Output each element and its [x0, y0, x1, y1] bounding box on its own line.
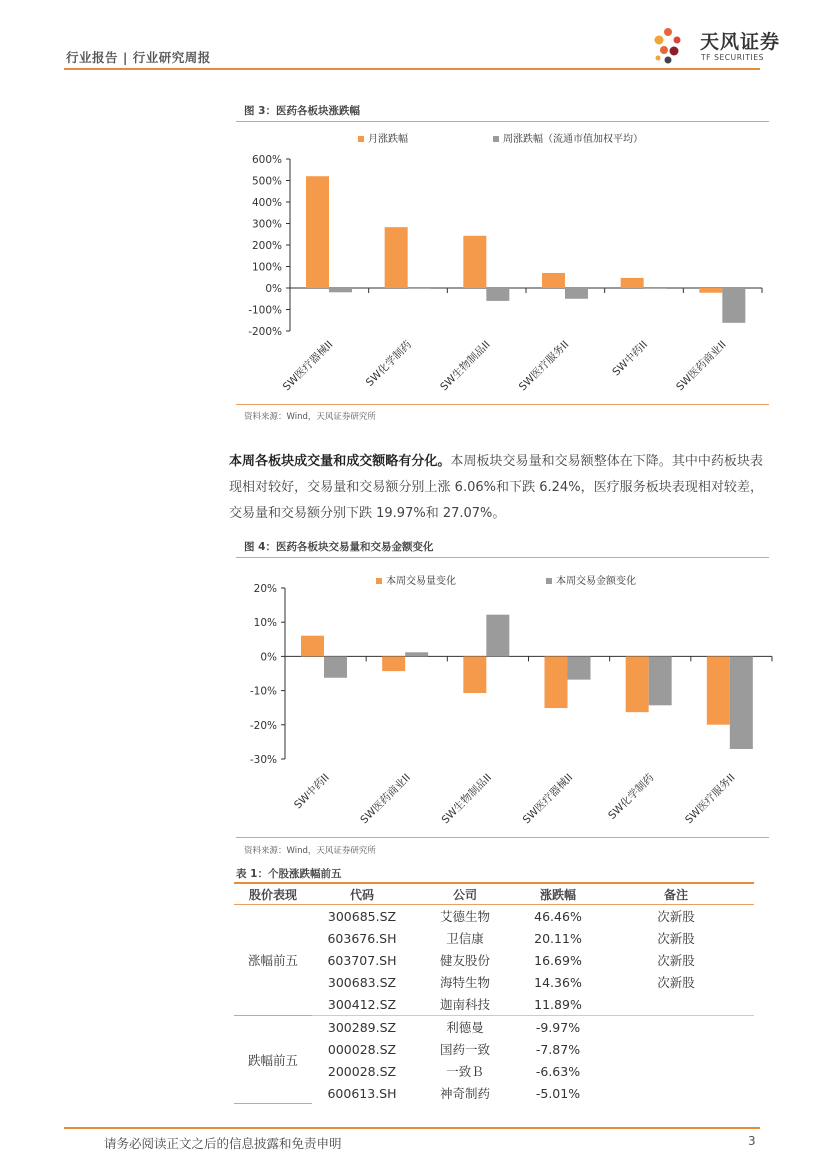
legend-swatch [376, 578, 382, 584]
change-value: 11.89% [534, 996, 582, 1012]
note: 次新股 [657, 931, 695, 946]
y-tick-label: 200% [251, 240, 282, 252]
figure3-top-rule [236, 121, 769, 122]
body-paragraph [229, 449, 763, 527]
figure4-top-rule [236, 557, 769, 558]
bar-primary [463, 656, 486, 693]
bar-secondary [565, 288, 588, 299]
y-tick-label: 300% [251, 218, 282, 231]
x-category-label: SW医疗器械II [520, 771, 576, 827]
table-header-row [234, 884, 754, 905]
y-tick-label: 400% [251, 197, 282, 209]
bar-secondary [568, 656, 591, 679]
bar-primary [306, 176, 329, 288]
figure3-title: 图 3：医药各板块涨跌幅 [244, 105, 360, 117]
figure4-title: 图 4：医药各板块交易量和交易金额变化 [244, 541, 434, 553]
bar-primary [707, 656, 730, 724]
group-label-down: 跌幅前五 [234, 1016, 312, 1105]
page-number: 3 [748, 1134, 756, 1148]
note: 次新股 [657, 909, 695, 924]
note [598, 1016, 754, 1039]
company-name: 海特生物 [439, 975, 490, 990]
change-value: 20.11% [534, 930, 582, 946]
table1-title: 表 1：个股涨跌幅前五 [236, 868, 342, 880]
bar-primary [463, 236, 486, 288]
bar-secondary [722, 288, 745, 323]
table-row [234, 927, 754, 949]
bar-primary [699, 288, 722, 293]
stock-code: 600613.SH [327, 1085, 397, 1101]
stock-code: 603676.SH [327, 930, 397, 946]
table-row [234, 905, 754, 928]
change-value: -7.87% [535, 1041, 581, 1057]
bar-primary [301, 636, 324, 657]
y-tick-label: 0% [260, 651, 277, 664]
change-value: -9.97% [518, 1016, 598, 1039]
stock-code: 300685.SZ [327, 908, 397, 924]
figure4-source: 资料来源：Wind，天风证券研究所 [244, 846, 376, 856]
figure4-bottom-rule [236, 837, 769, 838]
bar-primary [382, 656, 405, 671]
x-category-label: SW生物制品II [439, 771, 495, 827]
bar-secondary [405, 652, 428, 656]
legend-label: 本周交易量变化 [386, 576, 456, 587]
y-tick-label: 0% [265, 283, 282, 295]
company-name: 健友股份 [439, 953, 490, 968]
note: 次新股 [657, 953, 695, 968]
stock-code: 200028.SZ [327, 1063, 397, 1079]
bar-primary [621, 278, 644, 288]
change-value: -6.63% [535, 1063, 581, 1079]
bar-secondary [486, 288, 509, 301]
bar-primary [385, 227, 408, 288]
x-category-label: SW化学制药 [363, 338, 415, 389]
col-header-company: 公司 [412, 884, 518, 905]
y-tick-label: -10% [249, 685, 277, 698]
bar-secondary [329, 288, 352, 292]
stock-code: 300412.SZ [327, 996, 397, 1012]
x-category-label: SW医疗服务II [682, 771, 738, 827]
y-tick-label: -30% [249, 754, 277, 766]
x-category-label: SW化学制药 [606, 771, 657, 822]
paragraph-text: 本周板块交易量和交易额整体在下降。其中中药板块表现相对较好，交易量和交易额分别上涨 6.06%和下跌 6.24%，医疗服务板块表现相对较差，交易量和交易额分别下跌 19.97%和 27.07%。 [229, 454, 763, 521]
bar-secondary [486, 615, 509, 657]
company-name: 卫信康 [446, 931, 484, 946]
bar-primary [545, 656, 568, 708]
note [598, 1038, 754, 1060]
note [598, 1082, 754, 1104]
logo-chinese-name: 天风证券 [700, 31, 781, 53]
stock-code: 300683.SZ [327, 974, 397, 990]
bar-secondary [649, 656, 672, 705]
footer-disclaimer: 请务必阅读正文之后的信息披露和免责申明 [104, 1136, 342, 1151]
table1-group-underline [234, 1103, 312, 1104]
bar-secondary [644, 288, 667, 289]
y-tick-label: -100% [248, 304, 282, 317]
legend-swatch [546, 578, 552, 584]
stock-code: 300289.SZ [312, 1016, 412, 1039]
paragraph-lead: 本周各板块成交量和成交额略有分化。 [229, 454, 451, 469]
figure3-bottom-rule [236, 404, 769, 405]
bar-primary [626, 656, 649, 712]
note [598, 1060, 754, 1082]
change-value: -5.01% [535, 1085, 581, 1101]
note: 次新股 [657, 975, 695, 990]
table-row [234, 1082, 754, 1104]
y-tick-label: -200% [248, 326, 282, 338]
change-value: 46.46% [534, 908, 582, 924]
col-header-performance: 股价表现 [234, 884, 312, 905]
legend-swatch [493, 136, 499, 142]
table-row [234, 971, 754, 993]
footer-divider [64, 1127, 760, 1129]
x-category-label: SW医疗器械II [280, 338, 336, 394]
legend-swatch [358, 136, 364, 142]
x-category-label: SW医药商业II [674, 338, 729, 394]
bar-primary [542, 273, 565, 288]
y-tick-label: 600% [251, 154, 282, 166]
company-name: 国药一致 [439, 1042, 490, 1057]
group-label-up: 涨幅前五 [247, 953, 298, 968]
stock-movers-table [234, 884, 754, 1104]
change-value: 14.36% [534, 974, 582, 990]
company-name: 艾德生物 [439, 909, 490, 924]
report-category: 行业报告 | 行业研究周报 [66, 50, 211, 65]
header-divider [64, 68, 760, 70]
figure3-chart [230, 128, 775, 403]
figure3-source: 资料来源：Wind，天风证券研究所 [244, 412, 376, 422]
change-value: 16.69% [534, 952, 582, 968]
x-category-label: SW医药商业II [358, 771, 413, 827]
col-header-change: 涨跌幅 [518, 884, 598, 905]
x-category-label: SW生物制品II [438, 338, 493, 394]
x-category-label: SW医疗服务II [516, 338, 572, 394]
table-row [234, 949, 754, 971]
company-name: 利德曼 [412, 1016, 518, 1039]
table-row [234, 1060, 754, 1082]
note [598, 993, 754, 1016]
bar-secondary [324, 656, 347, 677]
stock-code: 603707.SH [327, 952, 397, 968]
company-name: 一致Ｂ [446, 1064, 484, 1079]
y-tick-label: 10% [253, 617, 277, 630]
stock-code: 000028.SZ [327, 1041, 397, 1057]
company-name: 迦南科技 [439, 997, 490, 1012]
company-name: 神奇制药 [439, 1086, 490, 1101]
bar-secondary [730, 656, 753, 749]
table-row [234, 1016, 754, 1039]
y-tick-label: -20% [249, 719, 277, 732]
col-header-note: 备注 [598, 884, 754, 905]
legend-label: 月涨跌幅 [368, 134, 408, 145]
y-tick-label: 20% [253, 583, 277, 595]
col-header-code: 代码 [312, 884, 412, 905]
figure4-chart [230, 565, 775, 835]
y-tick-label: 500% [251, 175, 282, 188]
table-row [234, 1038, 754, 1060]
x-category-label: SW中药II [610, 338, 651, 379]
logo-english-name: TF SECURITIES [701, 53, 765, 62]
y-tick-label: 100% [251, 261, 282, 274]
legend-label: 周涨跌幅（流通市值加权平均） [503, 134, 643, 145]
x-category-label: SW中药II [291, 771, 332, 812]
table-row [234, 993, 754, 1016]
legend-label: 本周交易金额变化 [556, 576, 636, 587]
bar-secondary [408, 288, 431, 289]
